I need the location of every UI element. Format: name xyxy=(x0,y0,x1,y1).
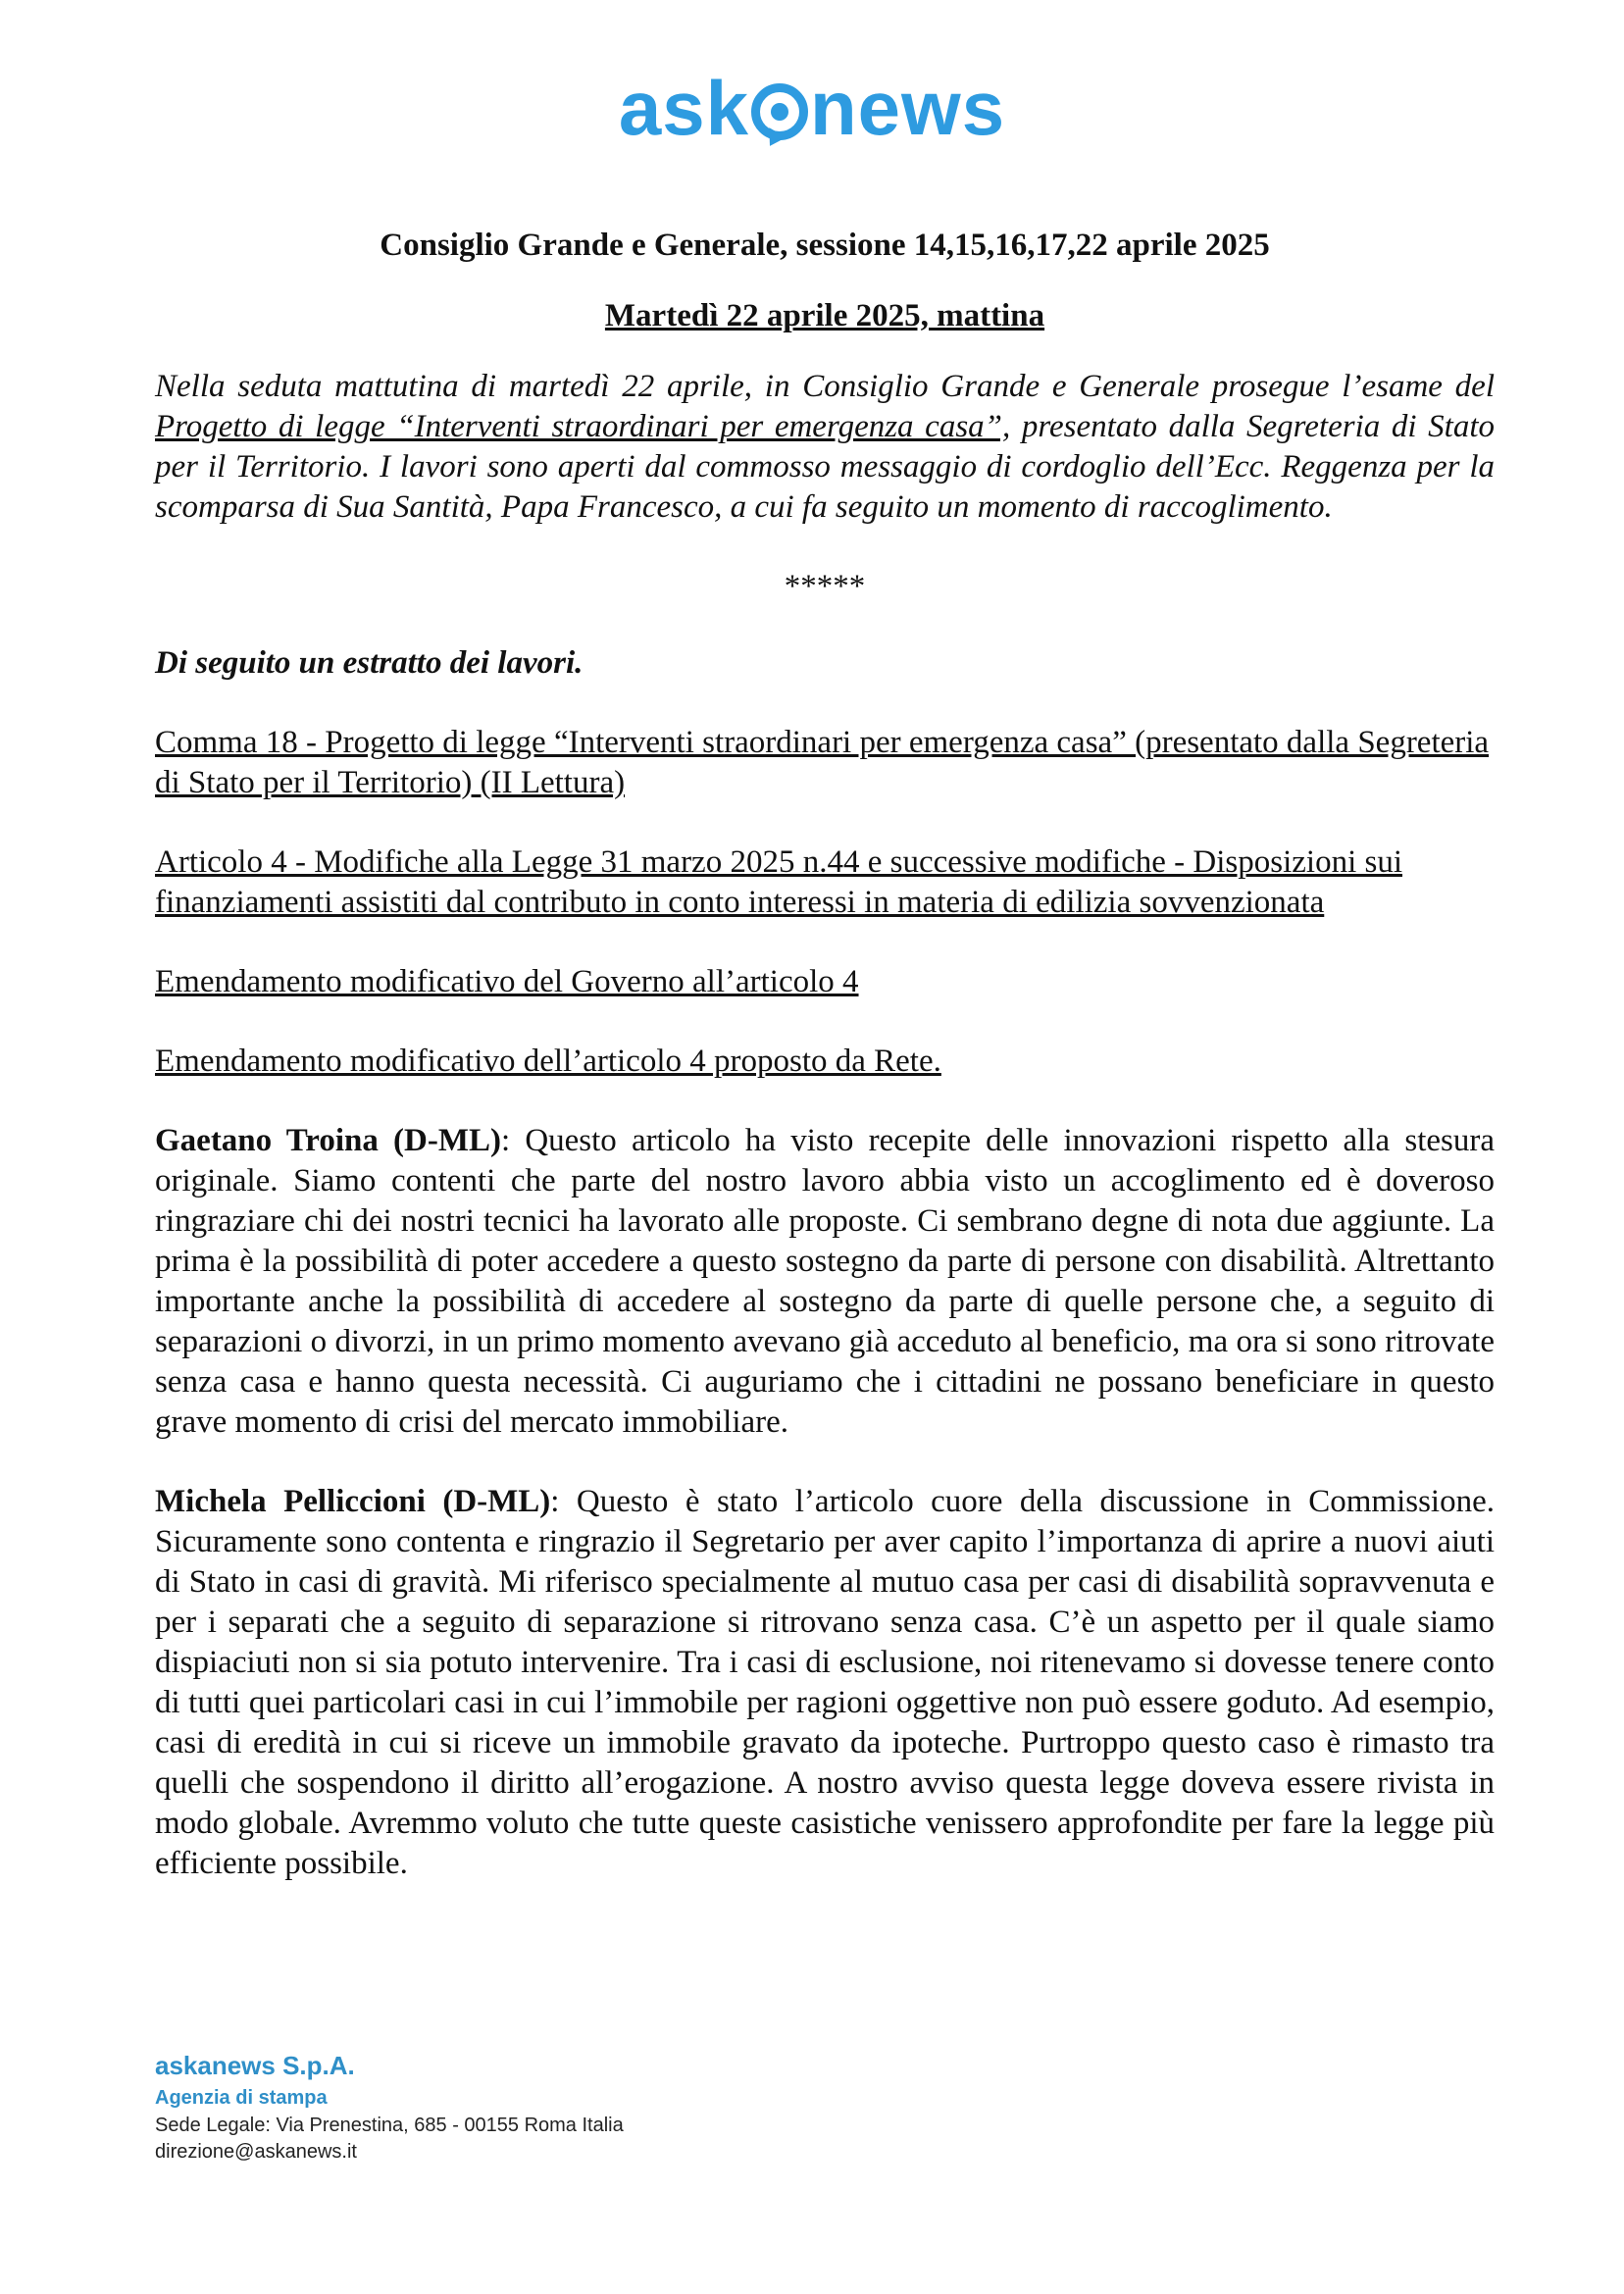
emendamento-governo-heading: Emendamento modificativo del Governo all’articolo 4 xyxy=(155,964,859,999)
intervention-paragraph xyxy=(155,1482,1495,1884)
footer-agency: Agenzia di stampa xyxy=(155,2087,328,2109)
footer-email: direzione@askanews.it xyxy=(155,2141,357,2163)
speaker-name: Gaetano Troina (D-ML) xyxy=(155,1123,501,1158)
separator: ***** xyxy=(784,569,866,604)
intervention-text: : Questo articolo ha visto recepite delle innovazioni rispetto alla stesura originale. Siamo contenti che parte del nostro lavoro abbia visto un accoglimento ed è doveroso ringraziare chi dei nostri tecnici ha lavorato alle proposte. Ci sembrano degne di nota due aggiunte. La prima è la possibilità di poter accedere a questo sostegno da parte di persone con disabilità. Altrettanto importante anche la possibilità di accedere al sostegno da parte di quelle persone che, a seguito di separazioni o divorzi, in un primo momento avevano già acceduto al beneficio, ma ora si sono ritrovate senza casa e hanno questa necessità. Ci auguriamo che i cittadini ne possano beneficiare in questo grave momento di crisi del mercato immobiliare. xyxy=(155,1123,1495,1440)
askanews-logo: ask news xyxy=(618,65,1006,151)
extract-label: Di seguito un estratto dei lavori. xyxy=(155,645,584,681)
intervention-paragraph xyxy=(155,1121,1495,1443)
bill-title-link: Progetto di legge “Interventi straordinari per emergenza casa”, xyxy=(155,409,1011,444)
session-date: Martedì 22 aprile 2025, mattina xyxy=(604,298,1045,333)
intro-paragraph: Nella seduta mattutina di martedì 22 aprile, in Consiglio Grande e Generale prosegue l’esame del Progetto di legge “Interventi straordinari per emergenza casa”, presentato dalla Segreteria di Stato per il Territorio. I lavori sono aperti dal commosso messaggio di cordoglio dell’Ecc. Reggenza per la scomparsa di Sua Santità, Papa Francesco, a cui fa seguito un momento di raccoglimento. xyxy=(155,369,1495,525)
footer-company: askanews S.p.A. xyxy=(155,2051,355,2080)
footer-address: Sede Legale: Via Prenestina, 685 - 00155 Roma Italia xyxy=(155,2115,624,2136)
document-title: Consiglio Grande e Generale, sessione 14,15,16,17,22 aprile 2025 xyxy=(380,228,1270,263)
document-body xyxy=(155,226,1495,1923)
at-sign-icon xyxy=(751,83,808,140)
articolo-heading: Articolo 4 - Modifiche alla Legge 31 marzo 2025 n.44 e successive modifiche - Disposizioni sui finanziamenti assistiti dal contributo in conto interessi in materia di edilizia sovvenzionata xyxy=(155,844,1403,920)
footer xyxy=(155,2048,624,2166)
emendamento-rete-heading: Emendamento modificativo dell’articolo 4 proposto da Rete. xyxy=(155,1044,941,1079)
comma-heading: Comma 18 - Progetto di legge “Interventi straordinari per emergenza casa” (presentato dalla Segreteria di Stato per il Territorio) (II Lettura) xyxy=(155,725,1490,800)
speaker-name: Michela Pelliccioni (D-ML) xyxy=(155,1484,551,1519)
intervention-text: : Questo è stato l’articolo cuore della discussione in Commissione. Sicuramente sono contenta e ringrazio il Segretario per aver capito l’importanza di aprire a nuovi aiuti di Stato in casi di gravità. Mi riferisco specialmente al mutuo casa per casi di disabilità sopravvenuta e per i separati che a seguito di separazione si ritrovano senza casa. C’è un aspetto per il quale siamo dispiaciuti non si sia potuto intervenire. Tra i casi di esclusione, noi ritenevamo si dovesse tenere conto di tutti quei particolari casi in cui l’immobile per ragioni oggettive non può essere goduto. Ad esempio, casi di eredità in cui si riceve un immobile gravato da ipoteche. Purtroppo questo caso è rimasto tra quelli che sospendono il diritto all’erogazione. A nostro avviso questa legge doveva essere rivista in modo globale. Avremmo voluto che tutte queste casistiche venissero approfondite per fare la legge più efficiente possibile. xyxy=(155,1484,1495,1881)
